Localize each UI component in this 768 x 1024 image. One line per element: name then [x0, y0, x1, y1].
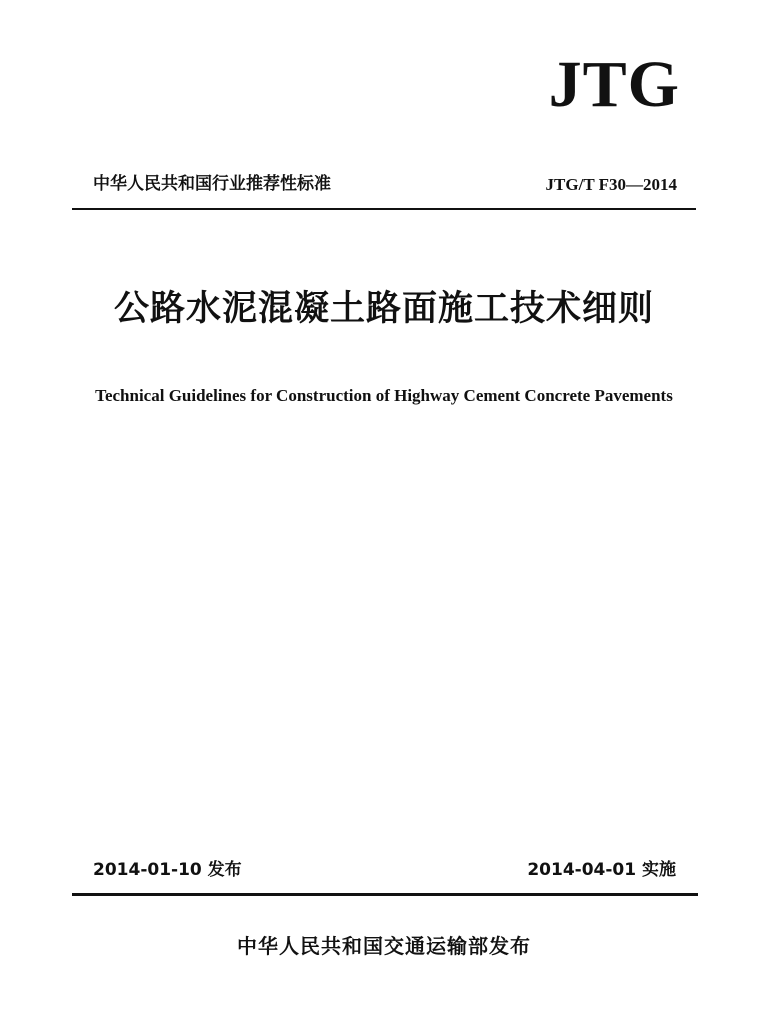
jtg-logo: JTG [548, 48, 680, 121]
footer-divider [72, 893, 698, 896]
publisher: 中华人民共和国交通运输部发布 [237, 934, 531, 958]
issue-date: 2014-01-10 发布 [93, 860, 242, 880]
effective-date: 2014-04-01 实施 [527, 860, 676, 880]
document-title-chinese: 公路水泥混凝土路面施工技术细则 [113, 289, 654, 329]
standard-category: 中华人民共和国行业推荐性标准 [93, 174, 331, 194]
document-title-english: Technical Guidelines for Construction of Highway Cement Concrete Pavements [95, 386, 673, 405]
header-divider [72, 208, 696, 210]
standard-code: JTG/T F30—2014 [545, 175, 677, 194]
